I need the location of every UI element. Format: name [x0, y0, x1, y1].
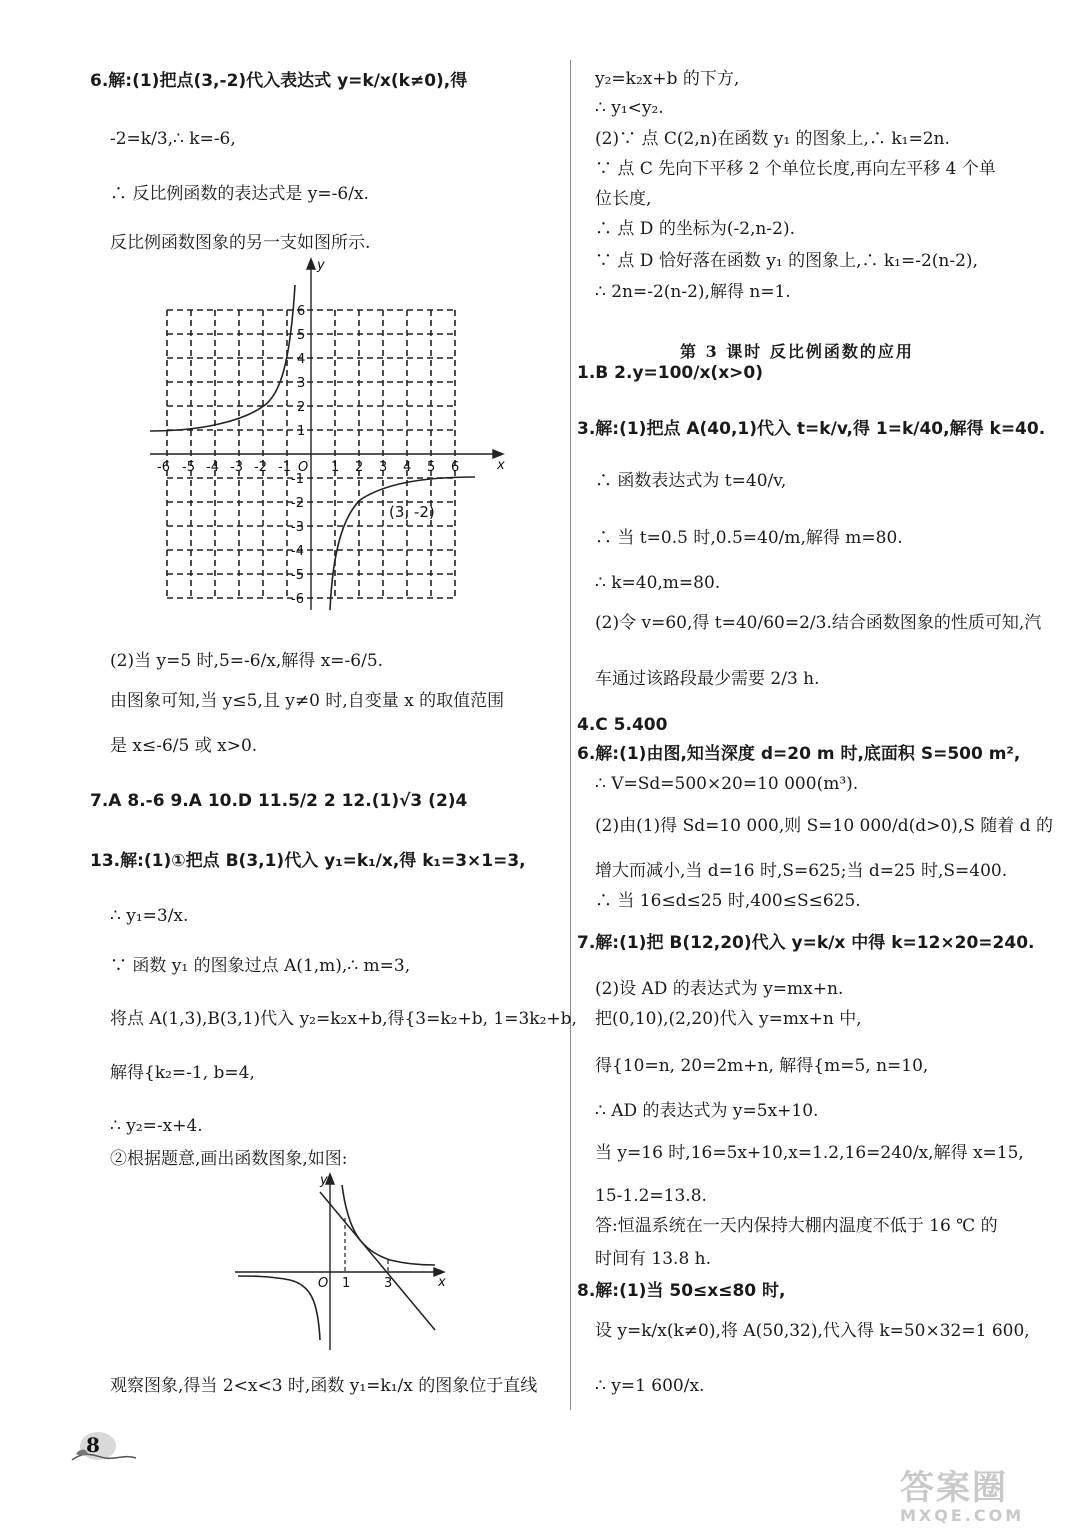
- q3-line-4: ∴ k=40,m=80.: [595, 573, 721, 593]
- right-line-4: ∵ 点 C 先向下平移 2 个单位长度,再向左平移 4 个单: [595, 159, 996, 179]
- y-tick-label: -3: [291, 520, 304, 535]
- q6-right-line-2: ∴ V=Sd=500×20=10 000(m³).: [595, 774, 859, 794]
- q3-line-2: ∴ 函数表达式为 t=40/v,: [595, 471, 787, 491]
- x-axis-label: x: [497, 458, 505, 473]
- q13-line-1: 13.解:(1)①把点 B(3,1)代入 y₁=k₁/x,得 k₁=3×1=3,: [90, 851, 526, 871]
- x-tick-label: 3: [379, 460, 388, 475]
- q6-line-7: 是 x≤-6/5 或 x>0.: [110, 736, 258, 756]
- y-tick-label: 6: [297, 304, 306, 319]
- q7-line-3: 把(0,10),(2,20)代入 y=mx+n 中,: [595, 1009, 862, 1029]
- q7-line-8: 答:恒温系统在一天内保持大棚内温度不低于 16 ℃ 的: [595, 1216, 998, 1236]
- right-line-5: 位长度,: [595, 189, 652, 209]
- q6-line-4: 反比例函数图象的另一支如图所示.: [110, 233, 371, 253]
- point-label: (3, -2): [389, 503, 435, 521]
- q8-line-1: 8.解:(1)当 50≤x≤80 时,: [577, 1281, 786, 1301]
- x-tick-label: 3: [384, 1276, 393, 1291]
- q13-line-5: 解得{k₂=-1, b=4,: [110, 1063, 255, 1083]
- hyperbola-branch-right: [330, 477, 475, 610]
- q13-line-3: ∵ 函数 y₁ 的图象过点 A(1,m),∴ m=3,: [110, 956, 411, 976]
- q13-line-2: ∴ y₁=3/x.: [110, 906, 189, 926]
- origin-label: O: [298, 460, 309, 475]
- x-tick-label: -5: [182, 460, 195, 475]
- x-tick-label: 5: [427, 460, 436, 475]
- watermark-logo: [900, 1470, 1070, 1528]
- section-title: 第 3 课时 反比例函数的应用: [680, 342, 914, 361]
- q3-line-5: (2)令 v=60,得 t=40/60=2/3.结合函数图象的性质可知,汽: [595, 613, 1042, 633]
- q7-line-1: 7.解:(1)把 B(12,20)代入 y=k/x 中得 k=12×20=240.: [577, 933, 1035, 953]
- x-axis-label: x: [438, 1275, 446, 1290]
- x-tick-label: -2: [254, 460, 267, 475]
- y2-line: [320, 1192, 435, 1330]
- q6-line-6: 由图象可知,当 y≤5,且 y≠0 时,自变量 x 的取值范围: [110, 691, 505, 711]
- q7-line-2: (2)设 AD 的表达式为 y=mx+n.: [595, 979, 844, 999]
- right-line-2: ∴ y₁<y₂.: [595, 98, 664, 118]
- y-tick-label: 4: [297, 352, 306, 367]
- x-tick-label: -1: [278, 460, 291, 475]
- x-tick-label: 6: [451, 460, 460, 475]
- q6-right-line-4: 增大而减小,当 d=16 时,S=625;当 d=25 时,S=400.: [595, 861, 1008, 881]
- hyperbola-line-graph: [230, 1170, 550, 1355]
- y-tick-label: -6: [291, 592, 304, 607]
- x-tick-label: -4: [206, 460, 219, 475]
- right-line-6: ∴ 点 D 的坐标为(-2,n-2).: [595, 219, 795, 239]
- q3-line-1: 3.解:(1)把点 A(40,1)代入 t=k/v,得 1=k/40,解得 k=40.: [577, 419, 1046, 439]
- y-axis-label: y: [320, 1173, 328, 1188]
- q3-line-6: 车通过该路段最少需要 2/3 h.: [595, 669, 820, 689]
- watermark-bottom: MXQE.COM: [900, 1506, 1025, 1525]
- q7-line-9: 时间有 13.8 h.: [595, 1249, 712, 1269]
- x-tick-label: -6: [157, 460, 170, 475]
- x-tick-label: -3: [230, 460, 243, 475]
- y-tick-label: 1: [297, 424, 306, 439]
- hyperbola-grid-graph: [145, 255, 585, 620]
- q13-line-7: ②根据题意,画出函数图象,如图:: [110, 1149, 348, 1169]
- page-badge-icon: [70, 1428, 140, 1468]
- q6-right-line-1: 6.解:(1)由图,知当深度 d=20 m 时,底面积 S=500 m²,: [577, 744, 1021, 764]
- q8-line-3: ∴ y=1 600/x.: [595, 1376, 705, 1396]
- q8-line-2: 设 y=k/x(k≠0),将 A(50,32),代入得 k=50×32=1 600,: [595, 1321, 1030, 1341]
- x-tick-label: 1: [331, 460, 340, 475]
- y-tick-label: 5: [297, 328, 306, 343]
- page-number: 8: [86, 1433, 100, 1457]
- q6-line-1: 6.解:(1)把点(3,-2)代入表达式 y=k/x(k≠0),得: [90, 71, 468, 91]
- y-tick-label: 3: [297, 376, 306, 391]
- q6-line-2: -2=k/3,∴ k=-6,: [110, 129, 236, 149]
- origin-label: O: [318, 1276, 329, 1291]
- answers-7-12: 7.A 8.-6 9.A 10.D 11.5/2 2 12.(1)√3 (2)4: [90, 791, 468, 811]
- answers-4-5: 4.C 5.400: [577, 715, 668, 735]
- q13-line-4: 将点 A(1,3),B(3,1)代入 y₂=k₂x+b,得{3=k₂+b, 1=3k₂+b,: [110, 1009, 577, 1029]
- q7-line-7: 15-1.2=13.8.: [595, 1186, 707, 1206]
- q3-line-3: ∴ 当 t=0.5 时,0.5=40/m,解得 m=80.: [595, 528, 903, 548]
- right-line-8: ∴ 2n=-2(n-2),解得 n=1.: [595, 282, 791, 302]
- x-tick-label: 2: [355, 460, 364, 475]
- y-tick-label: -1: [291, 472, 304, 487]
- y-tick-label: -4: [291, 544, 304, 559]
- q6-right-line-3: (2)由(1)得 Sd=10 000,则 S=10 000/d(d>0),S 随着 d 的: [595, 816, 1053, 836]
- y1-branch-left: [238, 1276, 320, 1340]
- q13-line-6: ∴ y₂=-x+4.: [110, 1116, 203, 1136]
- q7-line-6: 当 y=16 时,16=5x+10,x=1.2,16=240/x,解得 x=15,: [595, 1143, 1024, 1163]
- y-tick-label: -5: [291, 568, 304, 583]
- q6-line-3: ∴ 反比例函数的表达式是 y=-6/x.: [110, 184, 369, 204]
- x-tick-label: 4: [403, 460, 412, 475]
- answers-1-2: 1.B 2.y=100/x(x>0): [577, 363, 764, 383]
- right-line-7: ∵ 点 D 恰好落在函数 y₁ 的图象上,∴ k₁=-2(n-2),: [595, 251, 978, 271]
- y-tick-label: 2: [297, 400, 306, 415]
- right-line-3: (2)∵ 点 C(2,n)在函数 y₁ 的图象上,∴ k₁=2n.: [595, 129, 950, 149]
- y1-branch-right: [342, 1185, 435, 1265]
- q13-line-8: 观察图象,得当 2<x<3 时,函数 y₁=k₁/x 的图象位于直线: [110, 1376, 538, 1396]
- q7-line-5: ∴ AD 的表达式为 y=5x+10.: [595, 1101, 819, 1121]
- q7-line-4: 得{10=n, 20=2m+n, 解得{m=5, n=10,: [595, 1056, 929, 1076]
- right-line-1: y₂=k₂x+b 的下方,: [595, 69, 740, 89]
- y-tick-label: -2: [291, 496, 304, 511]
- q6-right-line-5: ∴ 当 16≤d≤25 时,400≤S≤625.: [595, 891, 861, 911]
- q6-line-5: (2)当 y=5 时,5=-6/x,解得 x=-6/5.: [110, 651, 384, 671]
- y-axis-label: y: [317, 258, 325, 273]
- x-tick-label: 1: [342, 1276, 351, 1291]
- watermark-top: 答案圈: [900, 1468, 1008, 1508]
